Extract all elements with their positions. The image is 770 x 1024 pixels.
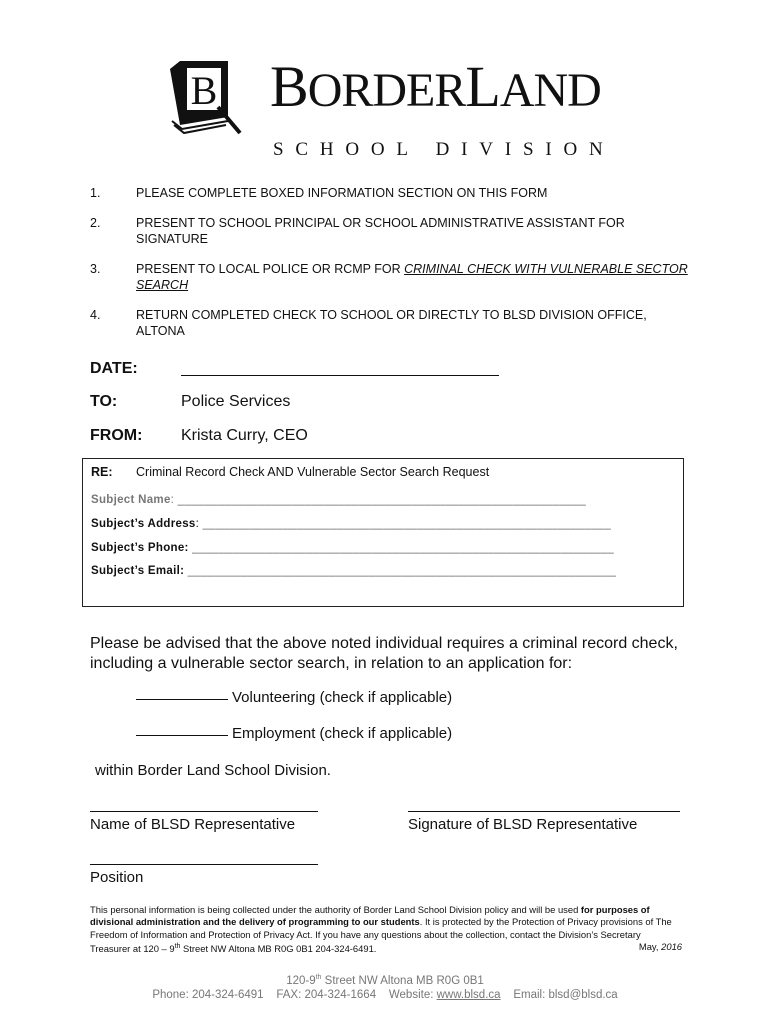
footer-fax: FAX: 204-324-1664 xyxy=(276,989,377,1001)
footer-website-link[interactable]: www.blsd.ca xyxy=(436,989,501,1001)
signature-line[interactable] xyxy=(408,811,680,812)
position-line[interactable] xyxy=(90,864,318,865)
within-division-text: within Border Land School Division. xyxy=(95,762,331,779)
employment-option[interactable]: Employment (check if applicable) xyxy=(136,725,452,742)
footer-website-label: Website: xyxy=(388,989,437,1001)
to-value: Police Services xyxy=(181,393,291,410)
privacy-notice: This personal information is being collected under the authority of Border Land School Division policy and will be used for purposes of divisional administration and the delivery of programming to our students. It is protected by the Protection of Privacy provisions of The Freedom of Information and Protection of Privacy Act. If you have any questions about the collection, contact the Division’s Secretary Treasurer at 120 – 9th Street NW Altona MB R0G 0B1 204-324-6491. May, 2016 xyxy=(90,904,682,955)
advisory-paragraph: Please be advised that the above noted individual requires a criminal record check, including a vulnerable sector search, in relation to an application for: xyxy=(90,635,678,672)
instruction-item: 3. PRESENT TO LOCAL POLICE OR RCMP FOR CRIMINAL CHECK WITH VULNERABLE SECTOR SEARCH xyxy=(90,262,688,292)
employment-checkline[interactable] xyxy=(136,735,228,736)
footer-phone: Phone: 204-324-6491 xyxy=(152,989,264,1001)
logo-emblem-letter: B xyxy=(190,68,218,113)
footer-address: 120-9th Street NW Altona MB R0G 0B1 xyxy=(286,974,484,987)
date-label: DATE: xyxy=(90,360,138,377)
volunteering-option[interactable]: Volunteering (check if applicable) xyxy=(136,689,452,706)
position-label: Position xyxy=(90,869,144,886)
date-field-line[interactable] xyxy=(181,375,499,376)
subject-address-field[interactable]: Subject’s Address: _____________________________________________________________ xyxy=(91,518,612,530)
instruction-item: 2. PRESENT TO SCHOOL PRINCIPAL OR SCHOOL ADMINISTRATIVE ASSISTANT FOR SIGNATURE xyxy=(90,216,625,246)
volunteering-checkline[interactable] xyxy=(136,699,228,700)
subject-info-box xyxy=(82,458,684,607)
instruction-list xyxy=(90,185,690,353)
instruction-item: 1. PLEASE COMPLETE BOXED INFORMATION SECTION ON THIS FORM xyxy=(90,186,548,200)
subject-name-field[interactable]: Subject Name: _____________________________________________________________ xyxy=(91,494,587,506)
instruction-item: 4. RETURN COMPLETED CHECK TO SCHOOL OR DIRECTLY TO BLSD DIVISION OFFICE, ALTONA xyxy=(90,308,647,338)
from-label: FROM: xyxy=(90,427,143,444)
logo-wordmark: BORDERLAND xyxy=(270,54,601,119)
footer-email[interactable]: Email: blsd@blsd.ca xyxy=(513,989,618,1001)
logo-subtitle: SCHOOL DIVISION xyxy=(273,139,615,160)
emphasized-requirement: CRIMINAL CHECK WITH VULNERABLE SECTOR SEARCH xyxy=(136,262,688,292)
name-rep-label: Name of BLSD Representative xyxy=(90,816,296,833)
from-value: Krista Curry, CEO xyxy=(181,427,308,444)
re-value: Criminal Record Check AND Vulnerable Sector Search Request xyxy=(136,465,490,479)
logo-emblem xyxy=(166,55,246,135)
name-signature-line[interactable] xyxy=(90,811,318,812)
signature-rep-label: Signature of BLSD Representative xyxy=(408,816,638,833)
subject-phone-field[interactable]: Subject’s Phone: _______________________________________________________________ xyxy=(91,542,615,554)
re-label: RE: xyxy=(91,465,113,479)
subject-email-field[interactable]: Subject’s Email: ________________________________________________________________ xyxy=(91,565,617,577)
notice-date: May, 2016 xyxy=(638,941,682,953)
footer-contacts xyxy=(0,989,770,1001)
to-label: TO: xyxy=(90,393,118,410)
